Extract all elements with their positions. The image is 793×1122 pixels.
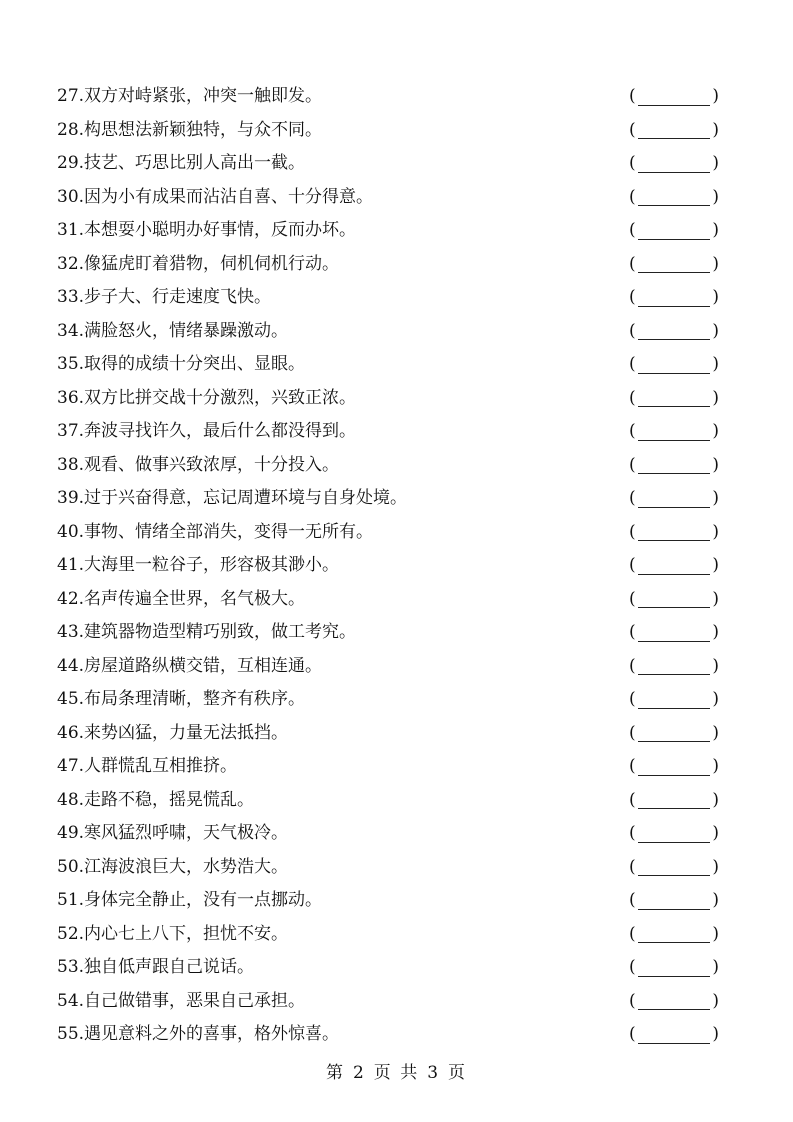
answer-close-paren: ) bbox=[712, 220, 719, 240]
question-text: 54.自己做错事，恶果自己承担。 bbox=[57, 990, 306, 1011]
answer-close-paren: ) bbox=[712, 756, 719, 776]
footer-current-page: 2 bbox=[352, 1063, 366, 1083]
answer-open-paren: ( bbox=[629, 454, 636, 475]
answer-line[interactable] bbox=[638, 958, 711, 977]
question-row bbox=[57, 82, 719, 116]
page-footer bbox=[0, 1058, 793, 1083]
answer-close-paren: ) bbox=[712, 488, 719, 508]
question-text: 48.走路不稳，摇晃慌乱。 bbox=[57, 789, 255, 810]
answer-blank[interactable] bbox=[629, 250, 719, 278]
answer-line[interactable] bbox=[638, 556, 711, 575]
answer-line[interactable] bbox=[638, 723, 711, 742]
answer-open-paren: ( bbox=[629, 722, 636, 743]
answer-line[interactable] bbox=[638, 87, 711, 106]
question-text: 44.房屋道路纵横交错，互相连通。 bbox=[57, 655, 323, 676]
answer-open-paren: ( bbox=[629, 756, 636, 776]
question-row bbox=[57, 585, 719, 619]
answer-line[interactable] bbox=[638, 757, 711, 776]
answer-line[interactable] bbox=[638, 991, 711, 1010]
answer-line[interactable] bbox=[638, 623, 711, 642]
answer-line[interactable] bbox=[638, 422, 711, 441]
answer-line[interactable] bbox=[638, 522, 711, 541]
question-row bbox=[57, 719, 719, 753]
question-row bbox=[57, 551, 719, 585]
answer-open-paren: ( bbox=[629, 990, 636, 1011]
answer-blank[interactable] bbox=[629, 1020, 719, 1048]
question-text: 36.双方比拼交战十分激烈，兴致正浓。 bbox=[57, 387, 357, 408]
answer-open-paren: ( bbox=[629, 387, 636, 408]
answer-blank[interactable] bbox=[629, 116, 719, 144]
answer-blank[interactable] bbox=[629, 853, 719, 881]
question-text: 42.名声传遍全世界，名气极大。 bbox=[57, 588, 306, 609]
answer-blank[interactable] bbox=[629, 987, 719, 1015]
answer-open-paren: ( bbox=[629, 588, 636, 609]
answer-blank[interactable] bbox=[629, 216, 719, 244]
answer-line[interactable] bbox=[638, 589, 711, 608]
answer-line[interactable] bbox=[638, 489, 711, 508]
answer-close-paren: ) bbox=[712, 655, 719, 676]
question-text: 51.身体完全静止，没有一点挪动。 bbox=[57, 890, 323, 910]
answer-blank[interactable] bbox=[629, 719, 719, 747]
question-row bbox=[57, 819, 719, 853]
answer-open-paren: ( bbox=[629, 488, 636, 508]
answer-close-paren: ) bbox=[712, 320, 719, 341]
question-text: 31.本想耍小聪明办好事情，反而办坏。 bbox=[57, 220, 357, 240]
answer-open-paren: ( bbox=[629, 923, 636, 944]
answer-line[interactable] bbox=[638, 790, 711, 809]
answer-blank[interactable] bbox=[629, 417, 719, 445]
answer-open-paren: ( bbox=[629, 689, 636, 709]
answer-close-paren: ) bbox=[712, 287, 719, 307]
answer-line[interactable] bbox=[638, 187, 711, 206]
footer-suffix: 页 bbox=[448, 1063, 468, 1083]
answer-open-paren: ( bbox=[629, 153, 636, 173]
answer-close-paren: ) bbox=[712, 722, 719, 743]
answer-line[interactable] bbox=[638, 120, 711, 139]
answer-close-paren: ) bbox=[712, 555, 719, 575]
answer-open-paren: ( bbox=[629, 789, 636, 810]
answer-blank[interactable] bbox=[629, 652, 719, 680]
answer-open-paren: ( bbox=[629, 890, 636, 910]
question-text: 52.内心七上八下，担忧不安。 bbox=[57, 923, 289, 944]
question-row bbox=[57, 886, 719, 920]
answer-open-paren: ( bbox=[629, 220, 636, 240]
answer-open-paren: ( bbox=[629, 354, 636, 374]
answer-open-paren: ( bbox=[629, 287, 636, 307]
question-text: 46.来势凶猛，力量无法抵挡。 bbox=[57, 722, 289, 743]
answer-close-paren: ) bbox=[712, 387, 719, 408]
answer-blank[interactable] bbox=[629, 618, 719, 646]
answer-close-paren: ) bbox=[712, 622, 719, 642]
answer-line[interactable] bbox=[638, 221, 711, 240]
answer-open-paren: ( bbox=[629, 823, 636, 843]
question-text: 32.像猛虎盯着猎物，伺机伺机行动。 bbox=[57, 253, 340, 274]
question-row bbox=[57, 216, 719, 250]
answer-close-paren: ) bbox=[712, 588, 719, 609]
question-text: 45.布局条理清晰，整齐有秩序。 bbox=[57, 689, 306, 709]
answer-open-paren: ( bbox=[629, 521, 636, 542]
question-text: 41.大海里一粒谷子，形容极其渺小。 bbox=[57, 555, 340, 575]
answer-blank[interactable] bbox=[629, 317, 719, 345]
answer-blank[interactable] bbox=[629, 953, 719, 981]
question-text: 34.满脸怒火，情绪暴躁激动。 bbox=[57, 320, 289, 341]
answer-close-paren: ) bbox=[712, 253, 719, 274]
question-row bbox=[57, 786, 719, 820]
question-text: 27.双方对峙紧张，冲突一触即发。 bbox=[57, 86, 323, 106]
question-text: 47.人群慌乱互相推挤。 bbox=[57, 756, 238, 776]
answer-line[interactable] bbox=[638, 690, 711, 709]
question-row bbox=[57, 384, 719, 418]
footer-prefix: 第 bbox=[325, 1063, 345, 1083]
answer-close-paren: ) bbox=[712, 1024, 719, 1044]
answer-close-paren: ) bbox=[712, 990, 719, 1011]
question-text: 43.建筑器物造型精巧别致，做工考究。 bbox=[57, 622, 357, 642]
question-text: 30.因为小有成果而沾沾自喜、十分得意。 bbox=[57, 186, 374, 207]
answer-close-paren: ) bbox=[712, 521, 719, 542]
answer-blank[interactable] bbox=[629, 886, 719, 914]
answer-open-paren: ( bbox=[629, 555, 636, 575]
question-row bbox=[57, 987, 719, 1021]
answer-blank[interactable] bbox=[629, 350, 719, 378]
answer-close-paren: ) bbox=[712, 86, 719, 106]
answer-close-paren: ) bbox=[712, 354, 719, 374]
answer-line[interactable] bbox=[638, 455, 711, 474]
question-row bbox=[57, 149, 719, 183]
answer-close-paren: ) bbox=[712, 789, 719, 810]
footer-total-pages: 3 bbox=[427, 1063, 441, 1083]
question-text: 49.寒风猛烈呼啸，天气极冷。 bbox=[57, 823, 289, 843]
question-row bbox=[57, 350, 719, 384]
answer-open-paren: ( bbox=[629, 856, 636, 877]
answer-line[interactable] bbox=[638, 154, 711, 173]
question-row bbox=[57, 953, 719, 987]
answer-open-paren: ( bbox=[629, 957, 636, 977]
answer-blank[interactable] bbox=[629, 685, 719, 713]
answer-open-paren: ( bbox=[629, 186, 636, 207]
answer-blank[interactable] bbox=[629, 484, 719, 512]
answer-line[interactable] bbox=[638, 254, 711, 273]
answer-close-paren: ) bbox=[712, 153, 719, 173]
question-row bbox=[57, 183, 719, 217]
answer-open-paren: ( bbox=[629, 655, 636, 676]
answer-close-paren: ) bbox=[712, 421, 719, 441]
question-row bbox=[57, 853, 719, 887]
answer-line[interactable] bbox=[638, 321, 711, 340]
answer-close-paren: ) bbox=[712, 890, 719, 910]
answer-line[interactable] bbox=[638, 388, 711, 407]
answer-close-paren: ) bbox=[712, 119, 719, 140]
answer-line[interactable] bbox=[638, 656, 711, 675]
question-list bbox=[57, 82, 719, 1054]
question-row bbox=[57, 484, 719, 518]
answer-close-paren: ) bbox=[712, 689, 719, 709]
answer-open-paren: ( bbox=[629, 86, 636, 106]
question-row bbox=[57, 618, 719, 652]
answer-blank[interactable] bbox=[629, 149, 719, 177]
answer-close-paren: ) bbox=[712, 186, 719, 207]
question-row bbox=[57, 518, 719, 552]
answer-blank[interactable] bbox=[629, 82, 719, 110]
answer-open-paren: ( bbox=[629, 253, 636, 274]
answer-open-paren: ( bbox=[629, 1024, 636, 1044]
answer-blank[interactable] bbox=[629, 551, 719, 579]
answer-line[interactable] bbox=[638, 355, 711, 374]
answer-close-paren: ) bbox=[712, 856, 719, 877]
question-text: 37.奔波寻找许久，最后什么都没得到。 bbox=[57, 421, 357, 441]
question-text: 29.技艺、巧思比别人高出一截。 bbox=[57, 153, 306, 173]
answer-line[interactable] bbox=[638, 857, 711, 876]
answer-line[interactable] bbox=[638, 1025, 711, 1044]
answer-open-paren: ( bbox=[629, 119, 636, 140]
answer-blank[interactable] bbox=[629, 585, 719, 613]
answer-blank[interactable] bbox=[629, 786, 719, 814]
answer-blank[interactable] bbox=[629, 518, 719, 546]
question-text: 28.构思想法新颖独特，与众不同。 bbox=[57, 119, 323, 140]
question-text: 53.独自低声跟自己说话。 bbox=[57, 957, 255, 977]
question-text: 50.江海波浪巨大，水势浩大。 bbox=[57, 856, 289, 877]
answer-blank[interactable] bbox=[629, 183, 719, 211]
question-row bbox=[57, 451, 719, 485]
answer-blank[interactable] bbox=[629, 283, 719, 311]
question-row bbox=[57, 250, 719, 284]
question-text: 55.遇见意料之外的喜事，格外惊喜。 bbox=[57, 1024, 340, 1044]
answer-close-paren: ) bbox=[712, 923, 719, 944]
answer-line[interactable] bbox=[638, 288, 711, 307]
answer-blank[interactable] bbox=[629, 384, 719, 412]
question-text: 39.过于兴奋得意，忘记周遭环境与自身处境。 bbox=[57, 488, 408, 508]
answer-close-paren: ) bbox=[712, 454, 719, 475]
answer-blank[interactable] bbox=[629, 819, 719, 847]
question-row bbox=[57, 685, 719, 719]
answer-open-paren: ( bbox=[629, 320, 636, 341]
answer-blank[interactable] bbox=[629, 752, 719, 780]
answer-line[interactable] bbox=[638, 824, 711, 843]
question-row bbox=[57, 317, 719, 351]
footer-middle: 页 共 bbox=[373, 1063, 420, 1083]
answer-line[interactable] bbox=[638, 891, 711, 910]
answer-blank[interactable] bbox=[629, 451, 719, 479]
question-row bbox=[57, 116, 719, 150]
answer-open-paren: ( bbox=[629, 622, 636, 642]
question-row bbox=[57, 920, 719, 954]
question-row bbox=[57, 417, 719, 451]
question-text: 35.取得的成绩十分突出、显眼。 bbox=[57, 354, 306, 374]
question-row bbox=[57, 752, 719, 786]
answer-blank[interactable] bbox=[629, 920, 719, 948]
answer-open-paren: ( bbox=[629, 421, 636, 441]
question-text: 40.事物、情绪全部消失，变得一无所有。 bbox=[57, 521, 374, 542]
answer-close-paren: ) bbox=[712, 957, 719, 977]
answer-line[interactable] bbox=[638, 924, 711, 943]
question-row bbox=[57, 283, 719, 317]
answer-close-paren: ) bbox=[712, 823, 719, 843]
question-row bbox=[57, 652, 719, 686]
question-text: 38.观看、做事兴致浓厚，十分投入。 bbox=[57, 454, 340, 475]
question-row bbox=[57, 1020, 719, 1054]
question-text: 33.步子大、行走速度飞快。 bbox=[57, 287, 272, 307]
